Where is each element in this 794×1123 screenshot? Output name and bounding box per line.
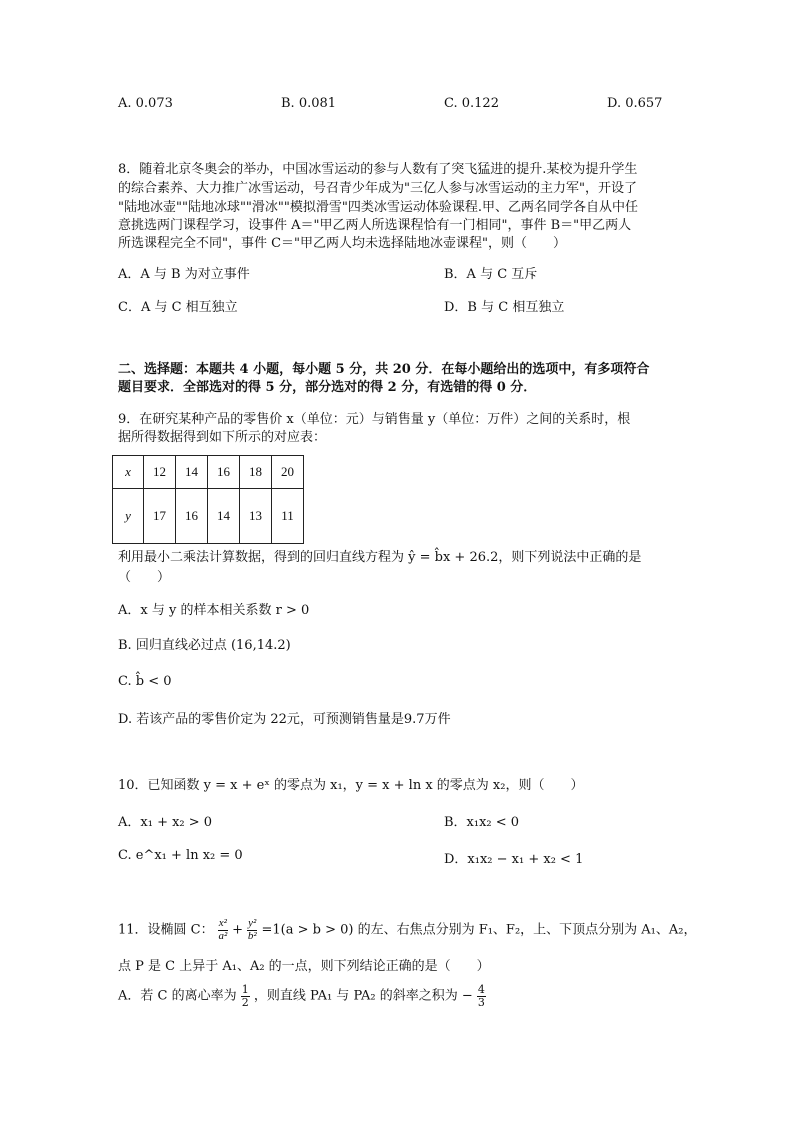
table-row-y <box>113 489 304 544</box>
section-2-heading-line-2: 题目要求．全部选对的得 5 分，部分选对的得 2 分，有选错的得 0 分． <box>118 380 537 395</box>
q8-line-5: 所选课程完全不同"，事件 C＝"甲乙两人均未选择陆地冰壶课程"，则（ ） <box>118 236 567 251</box>
fraction-numerator: 4 <box>477 983 485 996</box>
fraction-numerator: x² <box>218 917 227 929</box>
section-2-heading-line-1: 二、选择题：本题共 4 小题，每小题 5 分，共 20 分．在每小题给出的选项中，有多项符合 <box>118 362 650 377</box>
q9-after-line-1: 利用最小二乘法计算数据，得到的回归直线方程为 ŷ = b̂x + 26.2，则下列说法中正确的是 <box>118 550 642 565</box>
q8-option-b: B．A 与 C 互斥 <box>444 267 538 282</box>
q9-option-d: D. 若该产品的零售价定为 22元，可预测销售量是9.7万件 <box>118 712 451 727</box>
table-header-x: x <box>113 456 144 489</box>
q10-option-c: C. e^x₁ + ln x₂ = 0 <box>118 848 243 863</box>
q7-option-a: A. 0.073 <box>118 96 173 111</box>
q11-stem <box>118 918 697 942</box>
table-cell: 17 <box>144 489 176 544</box>
table-cell: 18 <box>240 456 272 489</box>
q10-option-d: D．x₁x₂ − x₁ + x₂ < 1 <box>444 852 584 867</box>
q11-line-2: 点 P 是 C 上异于 A₁、A₂ 的一点，则下列结论正确的是（ ） <box>118 959 490 974</box>
fraction-numerator: y² <box>248 917 257 929</box>
q11-option-a <box>118 984 486 1008</box>
q10-option-b: B．x₁x₂ < 0 <box>444 815 520 830</box>
q11-stem-suffix: =1(a > b > 0) 的左、右焦点分别为 F₁、F₂，上、下顶点分别为 A₁、A₂， <box>261 922 697 938</box>
q9-line-1: 9．在研究某种产品的零售价 x（单位：元）与销售量 y（单位：万件）之间的关系时，根 <box>118 412 631 427</box>
q9-option-a: A．x 与 y 的样本相关系数 r > 0 <box>118 603 310 618</box>
table-cell: 12 <box>144 456 176 489</box>
q7-option-b: B. 0.081 <box>281 96 337 111</box>
q11-stem-prefix: 11．设椭圆 C： <box>118 922 214 938</box>
table-row-x <box>113 456 304 489</box>
q9-data-table <box>112 455 304 544</box>
q8-option-c: C．A 与 C 相互独立 <box>118 300 238 315</box>
table-header-y: y <box>113 489 144 544</box>
fraction-denominator: a² <box>218 929 228 942</box>
q8-line-3: "陆地冰壶""陆地冰球""滑冰""模拟滑雪"四类冰雪运动体验课程.甲、乙两名同学各自从中任 <box>118 200 638 215</box>
plus-sign: + <box>232 922 243 938</box>
q9-option-c: C. b̂ < 0 <box>118 674 172 689</box>
q7-option-d: D. 0.657 <box>607 96 663 111</box>
table-cell: 14 <box>176 456 208 489</box>
q10-option-a: A．x₁ + x₂ > 0 <box>118 815 213 830</box>
q9-after-line-2: （ ） <box>118 570 171 585</box>
q8-option-d: D．B 与 C 相互独立 <box>444 300 565 315</box>
eccentricity-fraction <box>241 984 250 1008</box>
q11-option-a-prefix: A．若 C 的离心率为 <box>118 988 237 1004</box>
table-cell: 16 <box>208 456 240 489</box>
q10-stem: 10．已知函数 y = x + eˣ 的零点为 x₁，y = x + ln x 的零点为 x₂，则（ ） <box>118 778 584 793</box>
q11-option-a-middle: ，则直线 PA₁ 与 PA₂ 的斜率之积为 − <box>253 988 473 1004</box>
ellipse-fraction-y <box>247 918 257 942</box>
table-cell: 13 <box>240 489 272 544</box>
slope-product-fraction <box>477 984 486 1008</box>
q7-option-c: C. 0.122 <box>444 96 499 111</box>
q8-line-1: 8．随着北京冬奥会的举办，中国冰雪运动的参与人数有了突飞猛进的提升.某校为提升学生 <box>118 162 638 177</box>
ellipse-fraction-x <box>218 918 228 942</box>
table-cell: 20 <box>272 456 304 489</box>
q8-line-4: 意挑选两门课程学习，设事件 A＝"甲乙两人所选课程恰有一门相同"，事件 B＝"甲乙两人 <box>118 218 632 233</box>
fraction-numerator: 1 <box>241 983 249 996</box>
q9-line-2: 据所得数据得到如下所示的对应表： <box>118 430 327 445</box>
q8-option-a: A．A 与 B 为对立事件 <box>118 267 250 282</box>
fraction-denominator: b² <box>247 929 257 942</box>
table-cell: 14 <box>208 489 240 544</box>
fraction-denominator: 2 <box>241 995 249 1009</box>
fraction-denominator: 3 <box>477 995 485 1009</box>
q9-option-b: B. 回归直线必过点 (16,14.2) <box>118 638 291 653</box>
table-cell: 16 <box>176 489 208 544</box>
q8-line-2: 的综合素养、大力推广冰雪运动，号召青少年成为"三亿人参与冰雪运动的主力军"，开设了 <box>118 181 637 196</box>
table-cell: 11 <box>272 489 304 544</box>
